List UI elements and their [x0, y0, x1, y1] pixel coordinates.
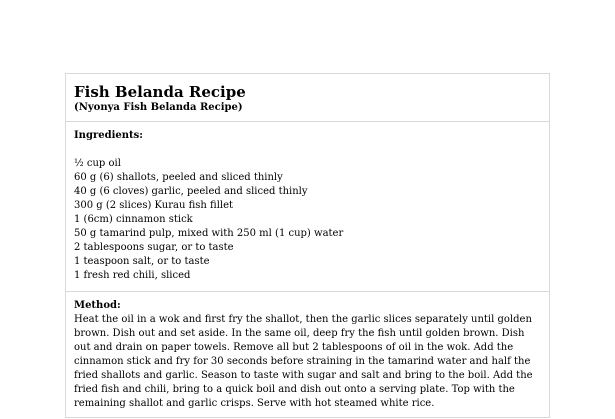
ingredients-list	[74, 157, 541, 283]
ingredient-item: 60 g (6) shallots, peeled and sliced thinly	[74, 172, 283, 183]
ingredient-item: 1 fresh red chili, sliced	[74, 270, 191, 281]
method-section	[66, 292, 549, 419]
ingredient-item: ½ cup oil	[74, 158, 121, 169]
recipe-title: Fish Belanda Recipe	[74, 83, 246, 101]
method-label: Method:	[74, 300, 121, 311]
recipe-card	[65, 73, 550, 418]
recipe-header	[66, 74, 549, 122]
ingredients-section	[66, 122, 549, 292]
ingredients-label: Ingredients:	[74, 130, 143, 141]
ingredient-item: 1 teaspoon salt, or to taste	[74, 256, 210, 267]
ingredient-item: 50 g tamarind pulp, mixed with 250 ml (1 cup) water	[74, 228, 344, 239]
ingredient-item: 2 tablespoons sugar, or to taste	[74, 242, 234, 253]
ingredient-item: 300 g (2 slices) Kurau fish fillet	[74, 200, 234, 211]
ingredient-item: 1 (6cm) cinnamon stick	[74, 214, 193, 225]
method-text: Heat the oil in a wok and first fry the shallot, then the garlic slices separately until golden brown. Dish out and set aside. In the same oil, deep fry the fish until golden brown. Dish out and drain on paper towels. Remove all but 2 tablespoons of oil in the wok. Add the cinnamon stick and fry for 30 seconds before straining in the tamarind water and half the fried shallots and garlic. Season to taste with sugar and salt and bring to the boil. Add the fried fish and chili, bring to a quick boil and dish out onto a serving plate. Top with the remaining shallot and garlic crisps. Serve with hot steamed white rice.	[74, 314, 533, 409]
recipe-subtitle: (Nyonya Fish Belanda Recipe)	[74, 102, 243, 113]
ingredient-item: 40 g (6 cloves) garlic, peeled and sliced thinly	[74, 186, 308, 197]
